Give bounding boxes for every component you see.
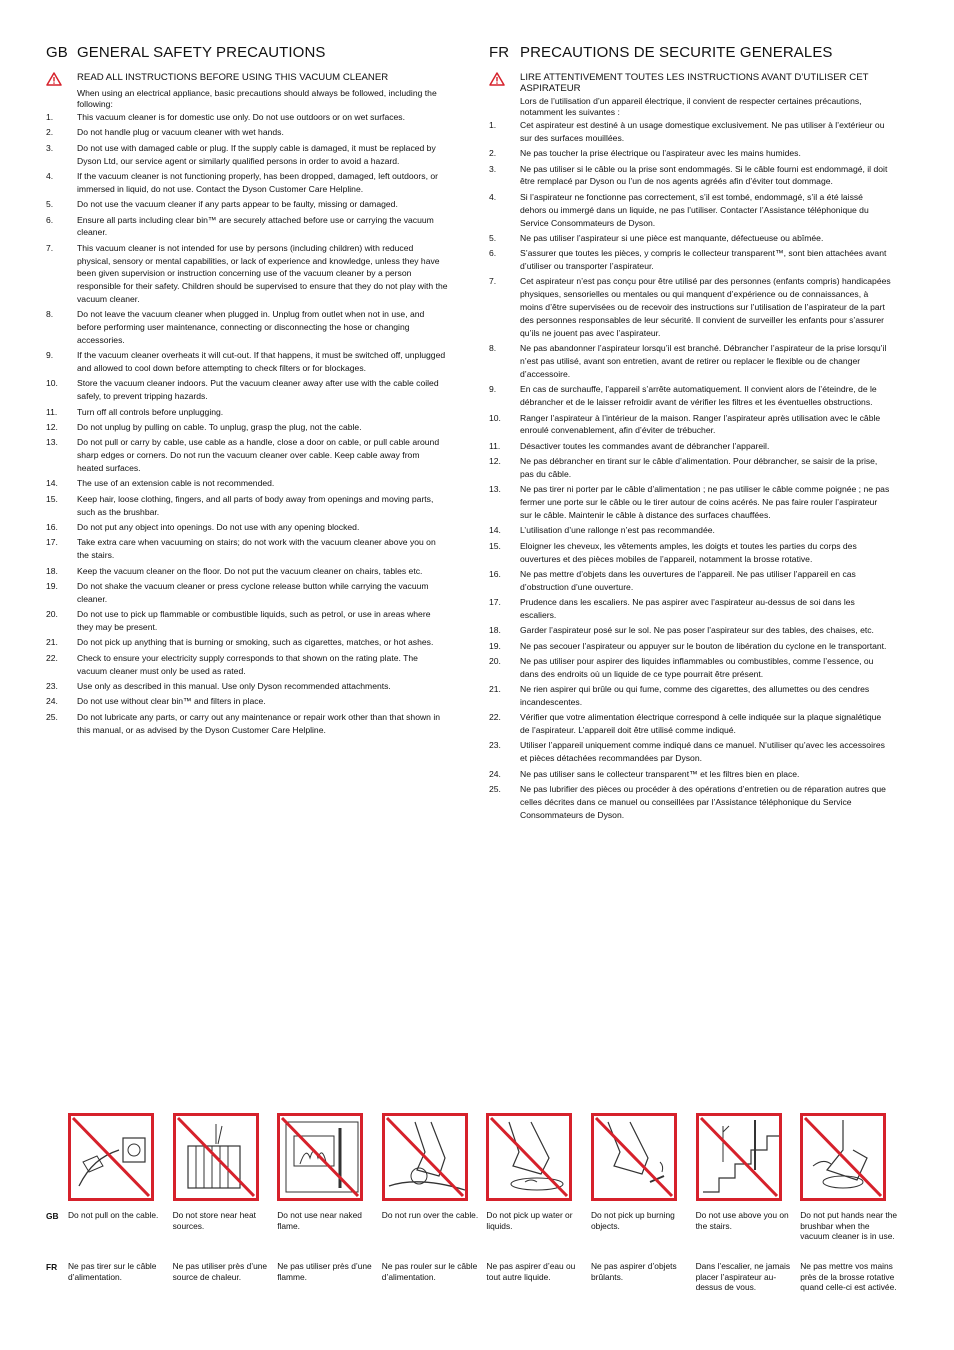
item-number: 9. <box>46 350 54 361</box>
item-text: Take extra care when vacuuming on stairs; do not work with the vacuum cleaner above you on the stairs. <box>77 537 436 561</box>
list-item <box>489 568 891 594</box>
item-text: Prudence dans les escaliers. Ne pas aspirer avec l’aspirateur au-dessus de soi dans les escaliers. <box>520 597 855 620</box>
item-text: Do not use without clear bin™ and filters in place. <box>77 696 266 707</box>
burning-objects-icon <box>591 1113 677 1201</box>
item-number: 19. <box>489 640 501 651</box>
item-number: 2. <box>489 148 497 159</box>
warning-triangle-icon <box>489 72 520 86</box>
fr-pictogram-caption: Ne pas aspirer d’eau ou tout autre liquide. <box>486 1261 576 1282</box>
item-text: Cet aspirateur n’est pas conçu pour être utilisé par des personnes (enfants compris) handicapées physiques, sensorielles ou mentales ou qui manquent d’expérience ou de connaissances, à moins d’être supervisées ou de recevoir des instructions sur l’utilisation de l’aspirateur de la part des personnes responsables de leur sécurité. Il convient de surveiller les enfants pour s’assurer qu’ils ne jouent pas avec l’aspirateur. <box>520 276 891 338</box>
list-item <box>46 436 448 474</box>
fr-pictogram-caption: Ne pas aspirer d’objets brûlants. <box>591 1261 677 1282</box>
item-text: Use only as described in this manual. Use only Dyson recommended attachments. <box>77 680 391 691</box>
gb-pictogram-caption: Do not use near naked flame. <box>277 1210 362 1231</box>
item-text: If the vacuum cleaner overheats it will cut-out. If that happens, it must be switched off, unplugged and allowed to cool down before attempting to check filters or for blockages. <box>77 350 446 374</box>
item-number: 10. <box>46 378 58 389</box>
item-number: 12. <box>46 422 58 433</box>
item-number: 13. <box>489 484 501 495</box>
item-number: 11. <box>489 440 501 451</box>
item-number: 22. <box>489 712 501 723</box>
item-text: Do not unplug by pulling on cable. To unplug, grasp the plug, not the cable. <box>77 422 362 433</box>
item-number: 24. <box>489 768 501 779</box>
list-item <box>489 483 891 522</box>
item-number: 22. <box>46 652 58 663</box>
fr-precaution-list <box>489 119 891 822</box>
list-item <box>489 119 891 145</box>
item-number: 15. <box>46 493 58 504</box>
item-number: 13. <box>46 437 58 448</box>
list-item <box>46 242 448 306</box>
item-number: 8. <box>489 343 497 354</box>
plug-pull-icon <box>68 1113 154 1201</box>
item-text: Ne pas utiliser si le câble ou la prise sont endommagés. Si le câble fourni est endommagé, il doit être remplacé par Dyson ou l’un de nos agents agréés afin d’éviter tout dommage. <box>520 163 888 187</box>
fr-pictogram-caption: Ne pas mettre vos mains près de la brosse rotative quand celle-ci est activée. <box>800 1261 897 1293</box>
item-number: 25. <box>46 711 58 722</box>
list-item <box>489 275 891 340</box>
item-number: 18. <box>46 565 58 576</box>
item-text: Do not pull or carry by cable, use cable as a handle, close a door on cable, or pull cable around sharp edges or corners. Do not run the vacuum cleaner over cable. Keep cable away from heated surfaces. <box>77 437 440 474</box>
item-number: 4. <box>46 170 54 181</box>
item-number: 24. <box>46 696 58 707</box>
item-text: Do not pick up anything that is burning or smoking, such as cigarettes, matches, or hot ashes. <box>77 637 434 648</box>
list-item <box>489 191 891 230</box>
item-number: 3. <box>489 163 497 174</box>
item-text: Ne pas lubrifier des pièces ou procéder à des opérations d’entretien ou de réparation autres que celles décrites dans ce manuel ou conseillées par l’Assistance téléphonique du Service Consommateurs de Dyson. <box>520 783 886 820</box>
item-text: The use of an extension cable is not recommended. <box>77 478 275 489</box>
item-text: Do not use with damaged cable or plug. If the supply cable is damaged, it must be replaced by Dyson Ltd, our service agent or similarly qualified persons in order to avoid a hazard. <box>77 142 436 166</box>
item-number: 12. <box>489 456 501 467</box>
item-text: Keep the vacuum cleaner on the floor. Do not put the vacuum cleaner on chairs, tables etc. <box>77 565 423 576</box>
fr-pictogram-caption: Dans l’escalier, ne jamais placer l’aspirateur au-dessus de vous. <box>695 1261 791 1293</box>
list-item <box>46 565 448 578</box>
item-text: Cet aspirateur est destiné à un usage domestique exclusivement. Ne pas utiliser à l’extérieur ou sur des surfaces mouillées. <box>520 120 885 143</box>
list-item <box>46 477 448 490</box>
item-text: Ne rien aspirer qui brûle ou qui fume, comme des cigarettes, des allumettes ou des cendres incandescentes. <box>520 684 870 707</box>
gb-pictogram-caption: Do not pick up water or liquids. <box>486 1210 573 1231</box>
fr-language-code: FR <box>489 44 510 61</box>
item-text: Ranger l’aspirateur à l’intérieur de la maison. Ranger l’aspirateur après utilisation avec le câble enroulé convenablement, afin d’éviter de trébucher. <box>520 412 881 436</box>
list-item <box>489 711 891 737</box>
item-text: Turn off all controls before unplugging. <box>77 406 224 417</box>
list-item <box>46 421 448 434</box>
list-item <box>46 711 448 737</box>
item-number: 1. <box>489 120 497 130</box>
item-number: 2. <box>46 127 54 138</box>
fr-pictogram-caption: Ne pas tirer sur le câble d’alimentation. <box>68 1261 157 1282</box>
list-item <box>46 680 448 693</box>
item-text: Ne pas secouer l’aspirateur ou appuyer sur le bouton de libération du cyclone en le transportant. <box>520 640 887 651</box>
list-item <box>489 683 891 709</box>
list-item <box>489 640 891 653</box>
item-text: Do not handle plug or vacuum cleaner with wet hands. <box>77 127 284 138</box>
list-item <box>46 652 448 678</box>
item-number: 15. <box>489 540 501 551</box>
item-text: Ne pas débrancher en tirant sur le câble d’alimentation. Pour débrancher, se saisir de la prise, pas du câble. <box>520 456 878 479</box>
item-number: 14. <box>46 478 58 489</box>
item-number: 3. <box>46 142 54 153</box>
item-text: S’assurer que toutes les pièces, y compris le collecteur transparent™, sont bien attachées avant d’utiliser ou transporter l’aspirateur. <box>520 248 887 272</box>
list-item <box>46 695 448 708</box>
fr-warning-line <box>489 72 891 94</box>
list-item <box>489 655 891 681</box>
item-text: Do not use to pick up flammable or combustible liquids, such as petrol, or use in areas where they may be present. <box>77 609 431 632</box>
item-number: 20. <box>46 609 58 620</box>
item-number: 6. <box>46 214 54 225</box>
list-item <box>489 540 891 566</box>
list-item <box>489 440 891 453</box>
item-text: Vérifier que votre alimentation électrique correspond à celle indiquée sur la plaque signalétique de l’aspirateur. L’appareil doit être utilisé comme indiqué. <box>520 712 882 736</box>
hands-brushbar-icon <box>800 1113 886 1201</box>
list-item <box>489 342 891 381</box>
item-text: If the vacuum cleaner is not functioning properly, has been dropped, damaged, left outdoors, or immersed in liquid, do not use. Contact the Dyson Customer Care Helpline. <box>77 170 438 194</box>
item-number: 23. <box>489 740 501 751</box>
item-text: L’utilisation d’une rallonge n’est pas recommandée. <box>520 525 715 536</box>
item-text: Ne pas tirer ni porter par le câble d’alimentation ; ne pas utiliser le câble comme poignée ; ne pas fermer une porte sur le câble ou le tirer autour de coins acérés. Ne pas faire rouler l’aspirateur sur le câble. Maintenir le câble à distance des surfaces chauffées. <box>520 484 890 521</box>
gb-subtitle: READ ALL INSTRUCTIONS BEFORE USING THIS VACUUM CLEANER <box>77 72 389 83</box>
list-item <box>46 126 448 139</box>
item-text: Do not lubricate any parts, or carry out any maintenance or repair work other than that shown in this manual, or as advised by the Dyson Customer Care Helpline. <box>77 711 441 735</box>
gb-intro: When using an electrical appliance, basic precautions should always be followed, including the following: <box>77 88 437 109</box>
list-item <box>46 608 448 634</box>
item-text: Do not put any object into openings. Do not use with any opening blocked. <box>77 522 360 533</box>
item-number: 5. <box>46 199 54 210</box>
item-text: Do not leave the vacuum cleaner when plugged in. Unplug from outlet when not in use, and before performing user maintenance, connecting or disconnecting the hose or changing accessories. <box>77 309 425 345</box>
water-icon <box>486 1113 572 1201</box>
list-item <box>46 406 448 419</box>
gb-pictogram-caption: Do not use above you on the stairs. <box>695 1210 789 1231</box>
list-item <box>489 247 891 273</box>
item-text: Store the vacuum cleaner indoors. Put the vacuum cleaner away after use with the cable coiled safely, to prevent tripping hazards. <box>77 378 439 402</box>
list-item <box>46 349 448 375</box>
gb-caption-label: GB <box>46 1211 59 1221</box>
list-item <box>46 636 448 649</box>
item-number: 18. <box>489 625 501 636</box>
item-number: 17. <box>46 537 58 548</box>
item-text: Ne pas utiliser l’aspirateur si une pièce est manquante, défectueuse ou abîmée. <box>520 232 824 243</box>
list-item <box>46 170 448 196</box>
gb-warning-line <box>46 72 448 86</box>
list-item <box>489 783 891 822</box>
item-text: En cas de surchauffe, l’appareil s’arrête automatiquement. Il convient alors de l’éteindre, de le débrancher et de le laisser refroidir avant de vérifier les filtres et les éventuelles obstructions. <box>520 384 877 408</box>
gb-pictogram-caption: Do not store near heat sources. <box>172 1210 256 1231</box>
item-text: Utiliser l’appareil uniquement comme indiqué dans ce manuel. N’utiliser qu’avec les accessoires et pièces détachées recommandées par Dyson. <box>520 740 885 764</box>
list-item <box>489 383 891 409</box>
fr-pictogram-caption: Ne pas rouler sur le câble d’alimentation. <box>381 1261 478 1282</box>
item-text: Garder l’aspirateur posé sur le sol. Ne pas poser l’aspirateur sur des tables, des chaises, etc. <box>520 625 874 636</box>
item-number: 21. <box>489 684 501 695</box>
gb-section <box>46 44 448 739</box>
list-item <box>46 377 448 403</box>
item-number: 20. <box>489 655 501 666</box>
list-item <box>46 493 448 519</box>
item-number: 7. <box>46 242 54 253</box>
gb-precaution-list <box>46 111 448 736</box>
item-number: 11. <box>46 406 58 417</box>
item-number: 19. <box>46 580 58 591</box>
list-item <box>46 111 448 124</box>
item-number: 16. <box>489 568 501 579</box>
fireplace-icon <box>277 1113 363 1201</box>
item-text: Si l’aspirateur ne fonctionne pas correctement, s’il est tombé, endommagé, s’il a été laissé dehors ou immergé dans un liquide, ne pas l’utiliser. Contacter l’Assistance téléphonique du Service Consommateurs de Dyson. <box>520 191 869 228</box>
item-number: 7. <box>489 276 497 287</box>
list-item <box>46 308 448 346</box>
fr-title: PRECAUTIONS DE SECURITE GENERALES <box>520 44 833 61</box>
fr-heading <box>489 44 891 62</box>
warning-triangle-icon <box>46 72 77 86</box>
item-number: 4. <box>489 191 497 202</box>
item-text: Ne pas mettre d’objets dans les ouvertures de l’appareil. Ne pas utiliser l’appareil en cas d’obstruction d’une ouverture. <box>520 568 856 592</box>
item-text: Ensure all parts including clear bin™ are securely attached before use or carrying the vacuum cleaner. <box>77 214 434 238</box>
list-item <box>489 147 891 160</box>
fr-intro: Lors de l’utilisation d’un appareil électrique, il convient de respecter certaines précautions, notamment les suivantes : <box>520 96 862 117</box>
item-text: Eloigner les cheveux, les vêtements amples, les doigts et toutes les parties du corps des ouvertures et des pièces mobiles de l’appareil, notamment la brosse rotative. <box>520 540 857 564</box>
item-text: Do not use the vacuum cleaner if any parts appear to be faulty, missing or damaged. <box>77 199 398 210</box>
list-item <box>46 521 448 534</box>
item-text: Keep hair, loose clothing, fingers, and all parts of body away from openings and moving parts, such as the brushbar. <box>77 493 434 517</box>
list-item <box>489 412 891 438</box>
item-number: 25. <box>489 783 501 794</box>
radiator-icon <box>173 1113 259 1201</box>
fr-subtitle: LIRE ATTENTIVEMENT TOUTES LES INSTRUCTIONS AVANT D’UTILISER CET ASPIRATEUR <box>520 72 869 94</box>
list-item <box>489 624 891 637</box>
list-item <box>489 739 891 765</box>
list-item <box>46 198 448 211</box>
stairs-icon <box>696 1113 782 1201</box>
item-number: 16. <box>46 522 58 533</box>
gb-heading <box>46 44 448 62</box>
fr-section <box>489 44 891 824</box>
list-item <box>46 580 448 606</box>
gb-pictogram-caption: Do not pick up burning objects. <box>591 1210 675 1231</box>
item-number: 6. <box>489 248 497 259</box>
item-number: 23. <box>46 680 58 691</box>
item-number: 14. <box>489 525 501 536</box>
item-text: This vacuum cleaner is not intended for use by persons (including children) with reduced physical, sensory or mental capabilities, or lack of experience and knowledge, unless they have been given supervision or instruction concerning use of the vacuum cleaner by a person responsible for their safety. Children should be supervised to ensure that they do not play with the vacuum cleaner. <box>77 242 448 304</box>
gb-title: GENERAL SAFETY PRECAUTIONS <box>77 44 326 61</box>
list-item <box>46 214 448 240</box>
list-item <box>489 768 891 781</box>
item-number: 10. <box>489 412 501 423</box>
fr-caption-label: FR <box>46 1262 58 1272</box>
item-number: 1. <box>46 112 54 122</box>
gb-pictogram-caption: Do not put hands near the brushbar when the vacuum cleaner is in use. <box>800 1210 898 1242</box>
cable-run-over-icon <box>382 1113 468 1201</box>
item-number: 8. <box>46 309 54 320</box>
gb-language-code: GB <box>46 44 68 61</box>
list-item <box>489 455 891 481</box>
item-text: Désactiver toutes les commandes avant de débrancher l’appareil. <box>520 440 770 451</box>
item-text: Do not shake the vacuum cleaner or press cyclone release button while carrying the vacuum cleaner. <box>77 580 429 604</box>
fr-pictogram-caption: Ne pas utiliser près d’une source de chaleur. <box>172 1261 268 1282</box>
item-text: Ne pas utiliser pour aspirer des liquides inflammables ou combustibles, comme l’essence, ou dans des endroits où un liquide de ce type pourrait être présent. <box>520 655 874 679</box>
list-item <box>489 232 891 245</box>
list-item <box>489 524 891 537</box>
pictogram-strip <box>68 1113 898 1203</box>
item-text: Check to ensure your electricity supply corresponds to that shown on the rating plate. The vacuum cleaner must only be used as rated. <box>77 652 418 676</box>
list-item <box>489 596 891 622</box>
item-text: This vacuum cleaner is for domestic use only. Do not use outdoors or on wet surfaces. <box>77 112 405 122</box>
gb-pictogram-caption: Do not pull on the cable. <box>68 1210 159 1220</box>
list-item <box>46 142 448 168</box>
gb-pictogram-caption: Do not run over the cable. <box>381 1210 479 1220</box>
item-number: 21. <box>46 637 58 648</box>
item-text: Ne pas abandonner l’aspirateur lorsqu’il est branché. Débrancher l’aspirateur de la prise lorsqu’il n’est pas utilisé, avant son entretien, avant de retirer ou replacer le flexible ou de changer d’accessoire. <box>520 343 887 380</box>
item-text: Ne pas utiliser sans le collecteur transparent™ et les filtres bien en place. <box>520 768 800 779</box>
list-item <box>46 536 448 562</box>
item-number: 5. <box>489 232 497 243</box>
item-number: 17. <box>489 597 501 608</box>
list-item <box>489 163 891 189</box>
fr-pictogram-caption: Ne pas utiliser près d’une flamme. <box>277 1261 372 1282</box>
item-text: Ne pas toucher la prise électrique ou l’aspirateur avec les mains humides. <box>520 148 801 159</box>
item-number: 9. <box>489 384 497 395</box>
